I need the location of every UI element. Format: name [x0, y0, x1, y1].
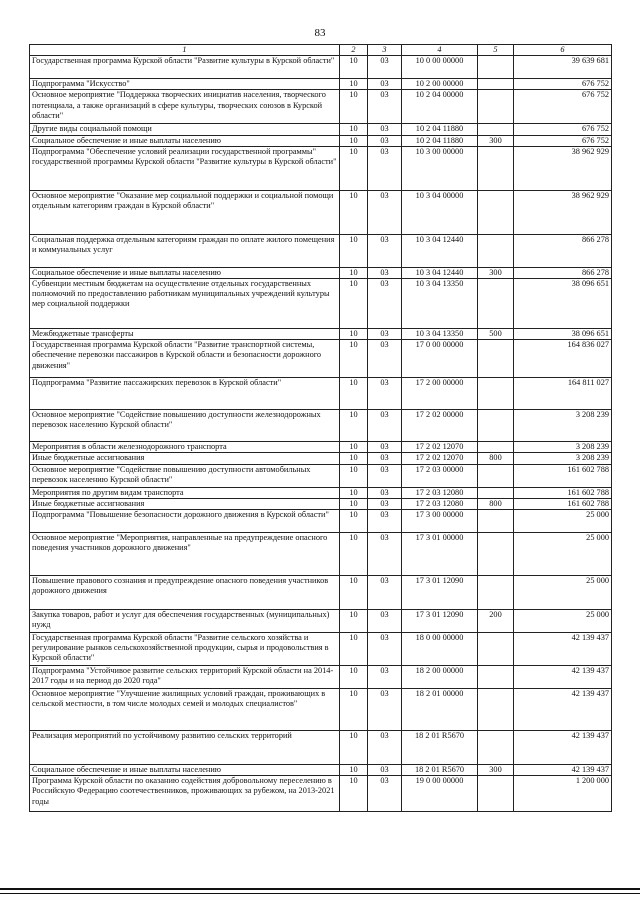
table-row: [30, 453, 612, 464]
row-code-cell: 800: [478, 498, 514, 509]
row-name-cell: Подпрограмма "Повышение безопасности дорожного движения в Курской области": [30, 510, 340, 533]
row-code-cell: 10: [340, 633, 368, 666]
table-row: [30, 410, 612, 442]
row-code-cell: [478, 124, 514, 135]
row-amount-cell: 42 139 437: [514, 765, 612, 776]
row-code-cell: 03: [368, 279, 402, 329]
row-code-cell: 17 2 00 00000: [402, 378, 478, 410]
table-row: [30, 79, 612, 90]
row-code-cell: 03: [368, 689, 402, 731]
table-row: [30, 633, 612, 666]
row-amount-cell: 3 208 239: [514, 442, 612, 453]
row-code-cell: 10: [340, 190, 368, 234]
column-header: 4: [402, 45, 478, 56]
row-code-cell: 200: [478, 610, 514, 633]
row-code-cell: 03: [368, 234, 402, 267]
row-amount-cell: 42 139 437: [514, 666, 612, 689]
row-code-cell: [478, 776, 514, 812]
row-code-cell: 03: [368, 340, 402, 378]
row-amount-cell: 25 000: [514, 610, 612, 633]
row-code-cell: 10: [340, 90, 368, 124]
row-code-cell: [478, 378, 514, 410]
column-header: 2: [340, 45, 368, 56]
row-code-cell: 10: [340, 498, 368, 509]
row-code-cell: [478, 487, 514, 498]
row-code-cell: 500: [478, 329, 514, 340]
table-row: [30, 731, 612, 765]
table-row: [30, 340, 612, 378]
row-code-cell: 03: [368, 776, 402, 812]
row-code-cell: 10: [340, 453, 368, 464]
row-name-cell: Социальная поддержка отдельным категориям граждан по оплате жилого помещения и коммунальных услуг: [30, 234, 340, 267]
row-code-cell: 03: [368, 378, 402, 410]
table-row: [30, 510, 612, 533]
row-amount-cell: 39 639 681: [514, 56, 612, 79]
row-code-cell: 17 3 01 12090: [402, 576, 478, 610]
budget-table: [29, 44, 612, 812]
row-name-cell: Основное мероприятие "Содействие повышению доступности железнодорожных перевозок населению Курской области": [30, 410, 340, 442]
table-row: [30, 776, 612, 812]
table-row: [30, 329, 612, 340]
row-code-cell: 300: [478, 135, 514, 146]
table-row: [30, 279, 612, 329]
row-code-cell: 03: [368, 610, 402, 633]
table-row: [30, 576, 612, 610]
row-code-cell: 10: [340, 56, 368, 79]
row-code-cell: [478, 689, 514, 731]
row-code-cell: 10: [340, 689, 368, 731]
column-header: 5: [478, 45, 514, 56]
row-name-cell: Мероприятия в области железнодорожного транспорта: [30, 442, 340, 453]
row-code-cell: [478, 576, 514, 610]
row-amount-cell: 42 139 437: [514, 731, 612, 765]
row-code-cell: 03: [368, 731, 402, 765]
row-code-cell: [478, 234, 514, 267]
row-code-cell: [478, 731, 514, 765]
row-code-cell: 03: [368, 510, 402, 533]
row-code-cell: 10: [340, 340, 368, 378]
row-code-cell: 300: [478, 765, 514, 776]
row-amount-cell: 1 200 000: [514, 776, 612, 812]
row-code-cell: 03: [368, 146, 402, 190]
table-row: [30, 533, 612, 576]
row-code-cell: [478, 442, 514, 453]
row-code-cell: [478, 79, 514, 90]
row-code-cell: 03: [368, 487, 402, 498]
row-code-cell: 03: [368, 410, 402, 442]
row-code-cell: 03: [368, 576, 402, 610]
row-amount-cell: 866 278: [514, 267, 612, 278]
row-code-cell: 10 3 00 00000: [402, 146, 478, 190]
table-row: [30, 442, 612, 453]
row-name-cell: Государственная программа Курской области "Развитие сельского хозяйства и регулирование рынков сельскохозяйственной продукции, сырья и продовольствия в Курской области": [30, 633, 340, 666]
row-amount-cell: 676 752: [514, 124, 612, 135]
row-code-cell: 10: [340, 79, 368, 90]
row-code-cell: 10: [340, 124, 368, 135]
row-code-cell: 800: [478, 453, 514, 464]
table-row: [30, 666, 612, 689]
row-name-cell: Иные бюджетные ассигнования: [30, 498, 340, 509]
row-name-cell: Подпрограмма "Развитие пассажирских перевозок в Курской области": [30, 378, 340, 410]
row-code-cell: [478, 464, 514, 487]
row-code-cell: 03: [368, 90, 402, 124]
row-code-cell: 17 2 02 12070: [402, 442, 478, 453]
row-amount-cell: 38 096 651: [514, 279, 612, 329]
row-code-cell: 18 0 00 00000: [402, 633, 478, 666]
table-row: [30, 267, 612, 278]
row-code-cell: 10: [340, 135, 368, 146]
row-amount-cell: 161 602 788: [514, 498, 612, 509]
row-code-cell: [478, 340, 514, 378]
row-code-cell: 10: [340, 487, 368, 498]
row-amount-cell: 25 000: [514, 576, 612, 610]
row-code-cell: 03: [368, 190, 402, 234]
row-amount-cell: 161 602 788: [514, 487, 612, 498]
page-number: 83: [314, 27, 326, 39]
row-name-cell: Подпрограмма "Обеспечение условий реализации государственной программы" государственной программы Курской области "Развитие культуры в Курской области": [30, 146, 340, 190]
row-code-cell: [478, 56, 514, 79]
row-code-cell: 10: [340, 533, 368, 576]
row-code-cell: 03: [368, 453, 402, 464]
row-code-cell: 03: [368, 765, 402, 776]
row-name-cell: Социальное обеспечение и иные выплаты населению: [30, 765, 340, 776]
row-name-cell: Основное мероприятие "Оказание мер социальной поддержки и социальной помощи отдельным категориям граждан в Курской области": [30, 190, 340, 234]
table-row: [30, 135, 612, 146]
row-code-cell: 300: [478, 267, 514, 278]
row-code-cell: [478, 90, 514, 124]
row-code-cell: 17 2 03 12080: [402, 498, 478, 509]
row-code-cell: 18 2 00 00000: [402, 666, 478, 689]
row-code-cell: 10 3 04 13350: [402, 329, 478, 340]
row-amount-cell: 164 836 027: [514, 340, 612, 378]
row-amount-cell: 38 096 651: [514, 329, 612, 340]
column-header: 1: [30, 45, 340, 56]
row-code-cell: 17 3 01 00000: [402, 533, 478, 576]
table-row: [30, 464, 612, 487]
row-code-cell: 03: [368, 135, 402, 146]
row-code-cell: [478, 410, 514, 442]
row-code-cell: 10: [340, 666, 368, 689]
row-name-cell: Программа Курской области по оказанию содействия добровольному переселению в Российскую Федерацию соотечественников, проживающих за рубежом, на 2013-2021 годы: [30, 776, 340, 812]
row-code-cell: [478, 533, 514, 576]
row-code-cell: 10 2 00 00000: [402, 79, 478, 90]
row-name-cell: Подпрограмма "Искусство": [30, 79, 340, 90]
row-code-cell: 18 2 01 R5670: [402, 731, 478, 765]
row-amount-cell: 42 139 437: [514, 689, 612, 731]
row-name-cell: Другие виды социальной помощи: [30, 124, 340, 135]
row-amount-cell: 161 602 788: [514, 464, 612, 487]
row-code-cell: 10 3 04 12440: [402, 267, 478, 278]
table-row: [30, 498, 612, 509]
row-code-cell: 03: [368, 464, 402, 487]
row-amount-cell: 3 208 239: [514, 453, 612, 464]
row-code-cell: 03: [368, 79, 402, 90]
row-name-cell: Мероприятия по другим видам транспорта: [30, 487, 340, 498]
row-code-cell: 03: [368, 633, 402, 666]
table-row: [30, 146, 612, 190]
row-code-cell: 03: [368, 498, 402, 509]
row-amount-cell: 676 752: [514, 135, 612, 146]
row-name-cell: Государственная программа Курской области "Развитие культуры в Курской области": [30, 56, 340, 79]
row-code-cell: 17 0 00 00000: [402, 340, 478, 378]
row-code-cell: 18 2 01 00000: [402, 689, 478, 731]
row-code-cell: 10 2 04 11880: [402, 135, 478, 146]
row-name-cell: Повышение правового сознания и предупреждение опасного поведения участников дорожного движения: [30, 576, 340, 610]
row-amount-cell: 866 278: [514, 234, 612, 267]
row-code-cell: 17 2 03 00000: [402, 464, 478, 487]
row-name-cell: Государственная программа Курской области "Развитие транспортной системы, обеспечение перевозки пассажиров в Курской области и безопасности дорожного движения": [30, 340, 340, 378]
row-code-cell: 03: [368, 442, 402, 453]
row-code-cell: 03: [368, 329, 402, 340]
row-code-cell: 10 3 04 13350: [402, 279, 478, 329]
row-code-cell: 17 2 02 00000: [402, 410, 478, 442]
row-amount-cell: 3 208 239: [514, 410, 612, 442]
row-code-cell: 10: [340, 610, 368, 633]
row-name-cell: Основное мероприятие "Мероприятия, направленные на предупреждение опасного поведения участников дорожного движения": [30, 533, 340, 576]
row-name-cell: Подпрограмма "Устойчивое развитие сельских территорий Курской области на 2014-2017 годы и на период до 2020 года": [30, 666, 340, 689]
row-code-cell: 10: [340, 576, 368, 610]
table-row: [30, 487, 612, 498]
row-name-cell: Субвенции местным бюджетам на осуществление отдельных государственных полномочий по предоставлению работникам муниципальных учреждений культуры мер социальной поддержки: [30, 279, 340, 329]
table-row: [30, 124, 612, 135]
row-amount-cell: 25 000: [514, 533, 612, 576]
row-code-cell: [478, 279, 514, 329]
table-row: [30, 689, 612, 731]
row-code-cell: 10: [340, 234, 368, 267]
row-code-cell: 17 3 01 12090: [402, 610, 478, 633]
column-header: 3: [368, 45, 402, 56]
row-code-cell: 10: [340, 267, 368, 278]
row-name-cell: Межбюджетные трансферты: [30, 329, 340, 340]
table-row: [30, 234, 612, 267]
row-amount-cell: 42 139 437: [514, 633, 612, 666]
table-row: [30, 765, 612, 776]
row-code-cell: 10 3 04 12440: [402, 234, 478, 267]
bottom-rule: [0, 888, 640, 890]
row-code-cell: [478, 510, 514, 533]
row-code-cell: 18 2 01 R5670: [402, 765, 478, 776]
row-code-cell: 03: [368, 56, 402, 79]
row-code-cell: 03: [368, 666, 402, 689]
table-header: [30, 45, 612, 56]
row-code-cell: 10 3 04 00000: [402, 190, 478, 234]
row-name-cell: Закупка товаров, работ и услуг для обеспечения государственных (муниципальных) нужд: [30, 610, 340, 633]
row-code-cell: 10: [340, 776, 368, 812]
row-name-cell: Основное мероприятие "Улучшение жилищных условий граждан, проживающих в сельской местности, в том числе молодых семей и молодых специалистов": [30, 689, 340, 731]
row-code-cell: 10: [340, 378, 368, 410]
row-code-cell: 17 3 00 00000: [402, 510, 478, 533]
row-code-cell: 10 0 00 00000: [402, 56, 478, 79]
row-code-cell: 03: [368, 267, 402, 278]
row-code-cell: 10 2 04 11880: [402, 124, 478, 135]
row-code-cell: 19 0 00 00000: [402, 776, 478, 812]
row-code-cell: 10: [340, 146, 368, 190]
row-code-cell: 10: [340, 464, 368, 487]
row-amount-cell: 164 811 027: [514, 378, 612, 410]
row-code-cell: 10: [340, 329, 368, 340]
row-name-cell: Основное мероприятие "Содействие повышению доступности автомобильных перевозок населению Курской области": [30, 464, 340, 487]
row-code-cell: [478, 633, 514, 666]
row-amount-cell: 676 752: [514, 90, 612, 124]
row-code-cell: [478, 146, 514, 190]
row-code-cell: 03: [368, 124, 402, 135]
row-code-cell: 10: [340, 510, 368, 533]
row-name-cell: Основное мероприятие "Поддержка творческих инициатив населения, творческого потенциала, а также организаций в сфере культуры, творческих союзов в Курской области": [30, 90, 340, 124]
table-row: [30, 90, 612, 124]
row-code-cell: 03: [368, 533, 402, 576]
row-code-cell: [478, 190, 514, 234]
table-row: [30, 378, 612, 410]
row-name-cell: Иные бюджетные ассигнования: [30, 453, 340, 464]
table-row: [30, 610, 612, 633]
row-name-cell: Социальное обеспечение и иные выплаты населению: [30, 267, 340, 278]
row-code-cell: 10: [340, 442, 368, 453]
row-code-cell: 10: [340, 279, 368, 329]
row-code-cell: 10: [340, 765, 368, 776]
row-code-cell: 10 2 04 00000: [402, 90, 478, 124]
row-name-cell: Социальное обеспечение и иные выплаты населению: [30, 135, 340, 146]
row-amount-cell: 676 752: [514, 79, 612, 90]
row-code-cell: 10: [340, 731, 368, 765]
row-code-cell: [478, 666, 514, 689]
row-amount-cell: 38 962 929: [514, 146, 612, 190]
table-body: [30, 56, 612, 812]
header-row: [30, 45, 612, 56]
table-row: [30, 56, 612, 79]
row-code-cell: 17 2 02 12070: [402, 453, 478, 464]
row-code-cell: 17 2 03 12080: [402, 487, 478, 498]
column-header: 6: [514, 45, 612, 56]
row-code-cell: 10: [340, 410, 368, 442]
bottom-rule: [0, 893, 640, 894]
row-name-cell: Реализация мероприятий по устойчивому развитию сельских территорий: [30, 731, 340, 765]
table-row: [30, 190, 612, 234]
row-amount-cell: 25 000: [514, 510, 612, 533]
row-amount-cell: 38 962 929: [514, 190, 612, 234]
